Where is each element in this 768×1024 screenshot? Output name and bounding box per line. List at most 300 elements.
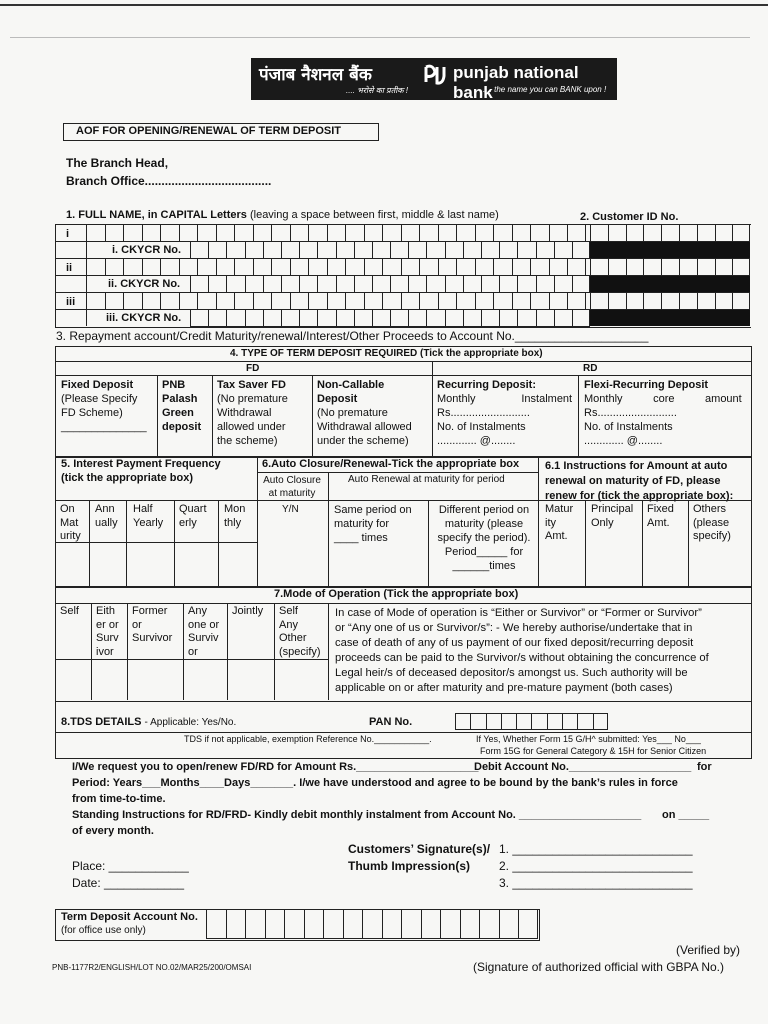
char-box[interactable]	[440, 909, 460, 939]
char-box[interactable]	[190, 275, 208, 293]
char-box[interactable]	[554, 309, 572, 327]
office-use-note: (for office use only)	[61, 925, 146, 936]
same-period-times[interactable]: ____ times	[334, 532, 388, 544]
char-box[interactable]	[234, 292, 253, 310]
renew-option-3[interactable]	[693, 503, 731, 544]
char-box[interactable]	[549, 258, 568, 276]
char-box[interactable]	[438, 224, 457, 242]
char-box[interactable]	[105, 292, 124, 310]
char-box[interactable]	[590, 258, 608, 276]
char-box[interactable]	[323, 909, 343, 939]
frequency-option-label: thly	[224, 516, 242, 529]
char-box[interactable]	[263, 309, 281, 327]
char-box[interactable]	[190, 309, 208, 327]
char-box[interactable]	[197, 258, 216, 276]
char-box[interactable]	[160, 224, 179, 242]
char-box[interactable]	[493, 224, 512, 242]
char-box[interactable]	[481, 309, 499, 327]
ckycr-grid-1[interactable]	[190, 241, 590, 259]
signature-2[interactable]: 2. ___________________________	[499, 859, 693, 873]
char-box[interactable]	[456, 224, 475, 242]
mode-option-3[interactable]	[188, 605, 219, 659]
char-box[interactable]	[362, 909, 382, 939]
char-box[interactable]	[554, 241, 572, 259]
standing-instruction-date[interactable]: on _____	[662, 809, 710, 821]
char-box[interactable]	[445, 275, 463, 293]
char-box[interactable]	[208, 241, 226, 259]
rd-heading: RD	[583, 363, 598, 374]
ckycr-grid-2[interactable]	[190, 275, 590, 293]
char-box[interactable]	[530, 224, 549, 242]
authorized-signature[interactable]: (Signature of authorized official with GBPA No.)	[473, 960, 725, 974]
char-box[interactable]	[572, 275, 590, 293]
char-box[interactable]	[512, 224, 531, 242]
char-box[interactable]	[142, 258, 161, 276]
char-box[interactable]	[382, 292, 401, 310]
frequency-option-label: Mon	[224, 503, 246, 515]
survivor-clause-line: In case of Mode of operation is “Either or Survivor” or “Former or Survivor”	[335, 607, 702, 619]
char-box[interactable]	[86, 292, 105, 310]
char-box[interactable]	[475, 258, 494, 276]
char-box[interactable]	[463, 241, 481, 259]
mode-option-1[interactable]	[96, 605, 119, 659]
char-box[interactable]	[390, 275, 408, 293]
instructions-line: renewal on maturity of FD, please	[545, 475, 721, 487]
thumb-label: Thumb Impression(s)	[348, 859, 471, 873]
char-box[interactable]	[536, 275, 554, 293]
different-period-times[interactable]: ______times	[452, 560, 516, 572]
request-line5: of every month.	[72, 825, 154, 837]
char-box[interactable]	[336, 241, 354, 259]
char-box[interactable]	[364, 292, 383, 310]
char-box[interactable]	[354, 275, 372, 293]
char-box[interactable]	[308, 292, 327, 310]
char-box[interactable]	[281, 309, 299, 327]
char-box[interactable]	[308, 258, 327, 276]
char-box[interactable]	[697, 224, 715, 242]
mode-option-2[interactable]	[132, 605, 172, 646]
char-box[interactable]	[679, 258, 697, 276]
date-field[interactable]: Date: ____________	[72, 876, 185, 890]
char-box[interactable]	[317, 309, 335, 327]
char-box[interactable]	[643, 258, 661, 276]
char-box[interactable]	[536, 309, 554, 327]
char-box[interactable]	[530, 258, 549, 276]
char-box[interactable]	[364, 224, 383, 242]
char-box[interactable]	[245, 275, 263, 293]
frequency-option-0[interactable]	[60, 503, 81, 544]
mode-option-label: Self	[279, 605, 298, 617]
char-box[interactable]	[715, 258, 733, 276]
char-box[interactable]	[679, 292, 697, 310]
char-box[interactable]	[445, 309, 463, 327]
char-box[interactable]	[463, 275, 481, 293]
char-box[interactable]	[142, 292, 161, 310]
char-box[interactable]	[234, 224, 253, 242]
char-box[interactable]	[253, 292, 272, 310]
char-box[interactable]	[479, 909, 499, 939]
different-period-option[interactable]	[432, 503, 536, 573]
char-box[interactable]	[661, 292, 679, 310]
char-box[interactable]	[493, 292, 512, 310]
char-box[interactable]	[317, 275, 335, 293]
char-box[interactable]	[390, 309, 408, 327]
char-box[interactable]	[216, 292, 235, 310]
mode-option-label: Surv	[96, 632, 119, 644]
char-box[interactable]	[408, 241, 426, 259]
char-box[interactable]	[486, 713, 501, 730]
flexi-recurring-option[interactable]	[584, 378, 746, 448]
char-box[interactable]	[308, 224, 327, 242]
char-box[interactable]	[281, 275, 299, 293]
full-name-title: 1. FULL NAME, in CAPITAL Letters	[66, 209, 247, 221]
char-box[interactable]	[517, 275, 535, 293]
pan-grid[interactable]	[455, 713, 608, 730]
instructions-line: 6.1 Instructions for Amount at auto	[545, 460, 728, 472]
char-box[interactable]	[661, 224, 679, 242]
renew-option-0[interactable]	[545, 503, 573, 544]
mode-option-label: one or	[188, 618, 220, 631]
char-box[interactable]	[123, 258, 142, 276]
flexi-title: Flexi-Recurring Deposit	[584, 379, 709, 391]
renew-option-label: Amt.	[647, 516, 670, 529]
char-box[interactable]	[271, 258, 290, 276]
char-box[interactable]	[531, 713, 546, 730]
ckycr-label-3: iii. CKYCR No.	[106, 312, 182, 324]
signature-3[interactable]: 3. ___________________________	[499, 876, 693, 890]
frequency-option-label: On	[60, 503, 75, 515]
customer-id-grid-3[interactable]	[590, 292, 750, 310]
mode-option-0[interactable]	[60, 605, 79, 619]
char-box[interactable]	[226, 909, 246, 939]
char-box[interactable]	[382, 224, 401, 242]
char-box[interactable]	[470, 713, 485, 730]
char-box[interactable]	[105, 258, 124, 276]
char-box[interactable]	[290, 292, 309, 310]
char-box[interactable]	[271, 224, 290, 242]
renew-option-2[interactable]	[647, 503, 674, 530]
char-box[interactable]	[512, 292, 531, 310]
char-box[interactable]	[354, 309, 372, 327]
char-box[interactable]	[608, 292, 626, 310]
tax-saver-option[interactable]	[217, 378, 288, 448]
char-box[interactable]	[445, 241, 463, 259]
frequency-option-3[interactable]	[179, 503, 207, 530]
char-box[interactable]	[408, 275, 426, 293]
char-box[interactable]	[438, 292, 457, 310]
char-box[interactable]	[499, 309, 517, 327]
char-box[interactable]	[567, 224, 586, 242]
tds-applicable[interactable]: - Applicable: Yes/No.	[144, 717, 237, 728]
survivor-clause-line: proceeds can be paid to the Survivor/s without obtaining the concurrence of	[335, 652, 709, 664]
char-box[interactable]	[593, 713, 608, 730]
char-box[interactable]	[401, 258, 420, 276]
pnb-logo-icon	[423, 64, 447, 86]
char-box[interactable]	[299, 309, 317, 327]
char-box[interactable]	[179, 292, 198, 310]
char-box[interactable]	[577, 713, 592, 730]
char-box[interactable]	[284, 909, 304, 939]
char-box[interactable]	[419, 258, 438, 276]
form-title: AOF FOR OPENING/RENEWAL OF TERM DEPOSIT	[76, 125, 342, 137]
char-box[interactable]	[271, 292, 290, 310]
char-box[interactable]	[345, 292, 364, 310]
char-box[interactable]	[208, 309, 226, 327]
char-box[interactable]	[697, 292, 715, 310]
char-box[interactable]	[554, 275, 572, 293]
char-box[interactable]	[643, 292, 661, 310]
char-box[interactable]	[390, 241, 408, 259]
signature-1[interactable]: 1. ___________________________	[499, 842, 693, 856]
char-box[interactable]	[572, 309, 590, 327]
char-box[interactable]	[517, 309, 535, 327]
char-box[interactable]	[364, 258, 383, 276]
char-box[interactable]	[197, 224, 216, 242]
mode-option-5[interactable]	[279, 605, 321, 659]
mode-option-label: er or	[96, 618, 119, 631]
char-box[interactable]	[345, 224, 364, 242]
char-box[interactable]	[382, 909, 402, 939]
request-line2[interactable]: Period: Years___Months____Days_______. I/we have understood and agree to be bound by the bank’s rules in force	[72, 777, 678, 789]
different-period-line: specify the period).	[437, 532, 531, 544]
char-box[interactable]	[426, 241, 444, 259]
customer-id-shade	[590, 275, 750, 293]
char-box[interactable]	[290, 224, 309, 242]
fixed-deposit-option[interactable]	[61, 378, 147, 434]
char-box[interactable]	[179, 224, 198, 242]
char-box[interactable]	[345, 258, 364, 276]
frequency-option-4[interactable]	[224, 503, 245, 530]
char-box[interactable]	[419, 224, 438, 242]
survivor-clause	[335, 606, 749, 696]
recurring-instalments[interactable]: ............. @........	[437, 435, 516, 447]
char-box[interactable]	[142, 224, 161, 242]
char-box[interactable]	[626, 224, 644, 242]
char-box[interactable]	[516, 713, 531, 730]
char-box[interactable]	[426, 309, 444, 327]
auto-closure-yn[interactable]: Y/N	[282, 504, 299, 515]
char-box[interactable]	[304, 909, 324, 939]
char-box[interactable]	[419, 292, 438, 310]
char-box[interactable]	[455, 713, 470, 730]
ckycr-label-1: i. CKYCR No.	[112, 244, 182, 256]
debit-account[interactable]: Debit Account No.____________________	[474, 761, 692, 773]
char-box[interactable]	[382, 258, 401, 276]
char-box[interactable]	[336, 309, 354, 327]
frequency-option-2[interactable]	[133, 503, 163, 530]
char-box[interactable]	[536, 241, 554, 259]
char-box[interactable]	[460, 909, 480, 939]
name-grid-row1[interactable]	[86, 224, 586, 242]
char-box[interactable]	[123, 292, 142, 310]
char-box[interactable]	[105, 224, 124, 242]
non-callable-option[interactable]	[317, 378, 412, 448]
char-box[interactable]	[299, 241, 317, 259]
renew-option-label: specify)	[693, 530, 731, 542]
mode-option-label: or	[188, 645, 198, 658]
char-box[interactable]	[208, 275, 226, 293]
recurring-deposit-option[interactable]	[437, 378, 573, 448]
mode-option-label: Other	[279, 632, 307, 644]
address-line2[interactable]: Branch Office......................................	[66, 174, 272, 188]
char-box[interactable]	[336, 275, 354, 293]
char-box[interactable]	[661, 258, 679, 276]
char-box[interactable]	[245, 909, 265, 939]
char-box[interactable]	[226, 309, 244, 327]
char-box[interactable]	[499, 909, 519, 939]
char-box[interactable]	[608, 224, 626, 242]
customer-id-grid-1[interactable]	[590, 224, 750, 242]
char-box[interactable]	[697, 258, 715, 276]
char-box[interactable]	[626, 292, 644, 310]
name-grid-row2[interactable]	[86, 258, 586, 276]
char-box[interactable]	[327, 292, 346, 310]
char-box[interactable]	[567, 258, 586, 276]
char-box[interactable]	[499, 241, 517, 259]
char-box[interactable]	[372, 309, 390, 327]
char-box[interactable]	[408, 309, 426, 327]
renew-option-label: Matur	[545, 503, 574, 515]
char-box[interactable]	[206, 909, 226, 939]
char-box[interactable]	[715, 292, 733, 310]
char-box[interactable]	[190, 241, 208, 259]
customer-id-grid-2[interactable]	[590, 258, 750, 276]
char-box[interactable]	[547, 713, 562, 730]
char-box[interactable]	[732, 258, 750, 276]
pnb-palash-option[interactable]	[162, 378, 201, 434]
char-box[interactable]	[253, 224, 272, 242]
interest-title: 5. Interest Payment Frequency	[61, 458, 221, 470]
char-box[interactable]	[715, 224, 733, 242]
bank-name-hindi: पंजाब नैशनल बैंक	[259, 65, 372, 85]
flexi-instalments[interactable]: ............. @........	[584, 435, 663, 447]
char-box[interactable]	[456, 258, 475, 276]
char-box[interactable]	[562, 713, 577, 730]
char-box[interactable]	[530, 292, 549, 310]
char-box[interactable]	[290, 258, 309, 276]
char-box[interactable]	[567, 292, 586, 310]
char-box[interactable]	[421, 909, 441, 939]
char-box[interactable]	[372, 275, 390, 293]
char-box[interactable]	[549, 224, 568, 242]
char-box[interactable]	[343, 909, 363, 939]
different-period-period[interactable]: Period_____ for	[444, 546, 524, 558]
char-box[interactable]	[401, 292, 420, 310]
char-box[interactable]	[590, 292, 608, 310]
char-box[interactable]	[160, 258, 179, 276]
char-box[interactable]	[263, 241, 281, 259]
char-box[interactable]	[493, 258, 512, 276]
char-box[interactable]	[281, 241, 299, 259]
char-box[interactable]	[216, 258, 235, 276]
char-box[interactable]	[197, 292, 216, 310]
char-box[interactable]	[160, 292, 179, 310]
char-box[interactable]	[499, 275, 517, 293]
term-deposit-account-grid[interactable]	[206, 909, 538, 939]
char-box[interactable]	[475, 224, 494, 242]
char-box[interactable]	[679, 224, 697, 242]
char-box[interactable]	[245, 241, 263, 259]
char-box[interactable]	[456, 292, 475, 310]
form15-submitted[interactable]: If Yes, Whether Form 15 G/H^ submitted: Yes___ No___	[476, 734, 701, 744]
char-box[interactable]	[426, 275, 444, 293]
fd-heading: FD	[246, 363, 260, 374]
char-box[interactable]	[463, 309, 481, 327]
frequency-option-1[interactable]	[95, 503, 118, 530]
char-box[interactable]	[372, 241, 390, 259]
char-box[interactable]	[299, 275, 317, 293]
char-box[interactable]	[481, 275, 499, 293]
char-box[interactable]	[481, 241, 499, 259]
place-field[interactable]: Place: ____________	[72, 859, 189, 873]
char-box[interactable]	[327, 224, 346, 242]
char-box[interactable]	[643, 224, 661, 242]
char-box[interactable]	[549, 292, 568, 310]
char-box[interactable]	[263, 275, 281, 293]
row-label-ii: ii	[66, 262, 73, 274]
char-box[interactable]	[732, 292, 750, 310]
standing-instructions[interactable]: Standing Instructions for RD/FRD- Kindly debit monthly instalment from Account No. ____________________	[72, 809, 642, 821]
char-box[interactable]	[245, 309, 263, 327]
char-box[interactable]	[86, 258, 105, 276]
char-box[interactable]	[354, 241, 372, 259]
char-box[interactable]	[512, 258, 531, 276]
char-box[interactable]	[438, 258, 457, 276]
char-box[interactable]	[226, 241, 244, 259]
ckycr-grid-3[interactable]	[190, 309, 590, 327]
char-box[interactable]	[327, 258, 346, 276]
fixed-deposit-line: FD Scheme)	[61, 407, 123, 419]
char-box[interactable]	[517, 241, 535, 259]
char-box[interactable]	[590, 224, 608, 242]
same-period-option[interactable]	[334, 503, 412, 545]
char-box[interactable]	[475, 292, 494, 310]
char-box[interactable]	[501, 713, 516, 730]
signature-label: Customers’ Signature(s)/	[348, 842, 491, 856]
flexi-amount[interactable]: Rs..........................	[584, 407, 677, 419]
char-box[interactable]	[253, 258, 272, 276]
char-box[interactable]	[732, 224, 750, 242]
term-deposit-account-label: Term Deposit Account No.	[61, 911, 198, 923]
top-edge	[0, 4, 768, 6]
char-box[interactable]	[123, 224, 142, 242]
tds-exemption[interactable]: TDS if not applicable, exemption Reference No.___________.	[184, 734, 432, 744]
char-box[interactable]	[518, 909, 538, 939]
name-grid-row3[interactable]	[86, 292, 586, 310]
char-box[interactable]	[234, 258, 253, 276]
char-box[interactable]	[317, 241, 335, 259]
char-box[interactable]	[216, 224, 235, 242]
char-box[interactable]	[608, 258, 626, 276]
fixed-deposit-blank[interactable]: ______________	[61, 421, 147, 433]
char-box[interactable]	[401, 909, 421, 939]
char-box[interactable]	[179, 258, 198, 276]
renew-option-1[interactable]	[591, 503, 633, 530]
non-callable-line: under the scheme)	[317, 435, 409, 447]
mode-option-4[interactable]	[232, 605, 263, 619]
form15-note: Form 15G for General Category & 15H for Senior Citizen	[480, 746, 707, 756]
char-box[interactable]	[401, 224, 420, 242]
repayment-account[interactable]: 3. Repayment account/Credit Maturity/renewal/Interest/Other Proceeds to Account No.____________________	[56, 329, 649, 343]
form-code: PNB-1177R2/ENGLISH/LOT NO.02/MAR25/200/OMSAI	[52, 963, 252, 972]
char-box[interactable]	[265, 909, 285, 939]
char-box[interactable]	[226, 275, 244, 293]
char-box[interactable]	[626, 258, 644, 276]
char-box[interactable]	[86, 224, 105, 242]
recurring-amount[interactable]: Rs..........................	[437, 407, 530, 419]
char-box[interactable]	[572, 241, 590, 259]
request-line1[interactable]: I/We request you to open/renew FD/RD for Amount Rs.____________________	[72, 761, 479, 773]
